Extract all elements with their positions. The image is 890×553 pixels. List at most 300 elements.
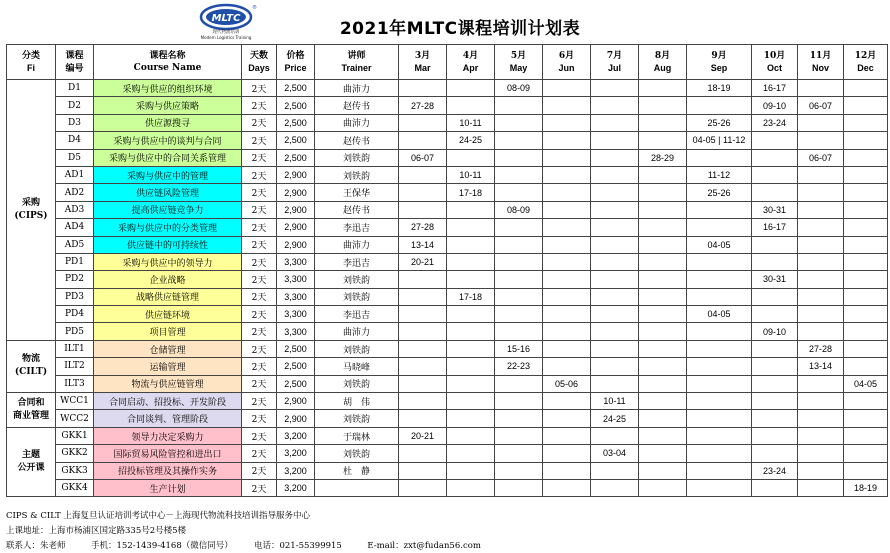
course-trainer: 杜 静 [315,462,399,479]
schedule-date-cell [543,271,591,288]
schedule-date-cell: 16-17 [752,80,798,97]
table-row [7,375,888,392]
course-code: D2 [56,97,94,114]
schedule-date-cell [798,375,844,392]
course-trainer: 于瑞林 [315,427,399,444]
column-header-cn: 3月 [414,51,431,61]
course-trainer: 赵传书 [315,201,399,218]
column-header [752,45,798,80]
schedule-date-cell: 10-11 [591,393,639,410]
column-header-en: Mar [414,63,431,73]
schedule-date-cell [495,427,543,444]
course-days: 2天 [242,479,277,496]
course-days: 2天 [242,80,277,97]
course-code: GKK2 [56,445,94,462]
schedule-date-cell [447,375,495,392]
schedule-date-cell: 23-24 [752,462,798,479]
schedule-date-cell [591,80,639,97]
schedule-date-cell [844,201,888,218]
schedule-date-cell [844,271,888,288]
schedule-date-cell [543,393,591,410]
schedule-date-cell [543,462,591,479]
schedule-date-cell: 30-31 [752,271,798,288]
course-name: 战略供应链管理 [94,288,242,305]
schedule-date-cell [543,288,591,305]
course-price: 3,200 [277,445,315,462]
schedule-date-cell [844,427,888,444]
schedule-date-cell [844,288,888,305]
course-code: PD2 [56,271,94,288]
schedule-date-cell [399,479,447,496]
schedule-date-cell [399,271,447,288]
course-trainer: 曲沛力 [315,114,399,131]
schedule-date-cell [447,479,495,496]
course-code: PD4 [56,306,94,323]
page-title: 2021年MLTC课程培训计划表 [339,19,581,39]
schedule-date-cell [844,149,888,166]
course-code: D4 [56,132,94,149]
schedule-date-cell [447,97,495,114]
schedule-date-cell [798,393,844,410]
course-trainer: 刘铁韵 [315,340,399,357]
schedule-date-cell [798,166,844,183]
schedule-date-cell [752,479,798,496]
svg-text:现代物流培训: 现代物流培训 [212,30,240,35]
schedule-date-cell [687,410,752,427]
schedule-date-cell [447,253,495,270]
course-price: 3,300 [277,288,315,305]
schedule-date-cell [447,410,495,427]
category-cell: 主题 公开课 [7,427,56,497]
column-header-en: May [509,63,528,73]
schedule-date-cell [752,445,798,462]
schedule-date-cell [639,427,687,444]
schedule-date-cell [798,410,844,427]
column-header-en: Course Name [133,63,202,73]
schedule-date-cell [844,80,888,97]
schedule-date-cell: 20-21 [399,427,447,444]
schedule-date-cell: 06-07 [798,97,844,114]
course-days: 2天 [242,97,277,114]
table-row [7,462,888,479]
column-header-en: Jun [558,63,575,73]
schedule-date-cell [798,427,844,444]
course-code: PD5 [56,323,94,340]
course-price: 2,500 [277,114,315,131]
schedule-date-cell [639,184,687,201]
column-header-en: Jul [607,63,621,73]
course-code: GKK3 [56,462,94,479]
schedule-date-cell: 23-24 [752,114,798,131]
schedule-date-cell: 08-09 [495,201,543,218]
schedule-date-cell: 30-31 [752,201,798,218]
table-row [7,236,888,253]
column-header-cn: 课程名称 [149,51,186,61]
course-code: AD5 [56,236,94,253]
column-header-cn: 课程 [65,51,84,61]
schedule-date-cell [399,323,447,340]
column-header [687,45,752,80]
schedule-date-cell [495,323,543,340]
column-header [315,45,399,80]
course-name: 采购与供应中的分类管理 [94,219,242,236]
schedule-date-cell [543,253,591,270]
schedule-date-cell [798,323,844,340]
schedule-date-cell: 24-25 [591,410,639,427]
course-price: 2,500 [277,340,315,357]
column-header-cn: 4月 [462,51,479,61]
course-trainer: 刘铁韵 [315,410,399,427]
schedule-date-cell [447,306,495,323]
schedule-date-cell [752,358,798,375]
course-price: 3,300 [277,253,315,270]
schedule-date-cell [844,358,888,375]
course-name: 招投标管理及其操作实务 [94,462,242,479]
schedule-date-cell [639,236,687,253]
course-trainer: 马晓峰 [315,358,399,375]
column-header [277,45,315,80]
schedule-date-cell [752,306,798,323]
course-price: 3,200 [277,427,315,444]
schedule-date-cell [495,253,543,270]
table-row [7,114,888,131]
course-price: 2,900 [277,184,315,201]
schedule-date-cell [591,427,639,444]
schedule-date-cell [543,358,591,375]
schedule-date-cell [591,358,639,375]
schedule-date-cell [798,236,844,253]
course-name: 物流与供应链管理 [94,375,242,392]
course-trainer [315,479,399,496]
course-trainer: 刘铁韵 [315,166,399,183]
course-days: 2天 [242,340,277,357]
schedule-date-cell [495,462,543,479]
schedule-date-cell: 10-11 [447,166,495,183]
schedule-date-cell [844,340,888,357]
schedule-date-cell: 17-18 [447,288,495,305]
course-code: ILT3 [56,375,94,392]
schedule-date-cell [591,184,639,201]
table-row [7,271,888,288]
table-row [7,479,888,496]
schedule-date-cell [752,427,798,444]
schedule-date-cell [844,166,888,183]
schedule-date-cell: 04-05 [687,306,752,323]
schedule-date-cell [399,306,447,323]
schedule-date-cell [399,462,447,479]
course-trainer: 李迅吉 [315,253,399,270]
schedule-date-cell [639,479,687,496]
schedule-date-cell [543,306,591,323]
schedule-date-cell [447,201,495,218]
course-trainer: 李迅吉 [315,306,399,323]
mltc-logo [196,2,266,40]
course-trainer: 胡 伟 [315,393,399,410]
course-code: D5 [56,149,94,166]
schedule-date-cell [844,184,888,201]
schedule-date-cell [399,358,447,375]
course-code: ILT2 [56,358,94,375]
schedule-date-cell [591,166,639,183]
schedule-date-cell [639,132,687,149]
course-code: GKK4 [56,479,94,496]
schedule-date-cell [591,149,639,166]
schedule-date-cell [543,114,591,131]
schedule-date-cell: 10-11 [447,114,495,131]
schedule-date-cell [447,80,495,97]
course-days: 2天 [242,166,277,183]
schedule-date-cell [495,393,543,410]
schedule-date-cell [591,306,639,323]
svg-text:Modern Logistics Training: Modern Logistics Training [200,35,252,40]
course-days: 2天 [242,253,277,270]
course-price: 2,900 [277,219,315,236]
schedule-date-cell [447,358,495,375]
schedule-date-cell [447,323,495,340]
table-row [7,253,888,270]
schedule-date-cell [639,219,687,236]
course-code: AD3 [56,201,94,218]
schedule-date-cell [687,149,752,166]
table-row [7,358,888,375]
schedule-date-cell [639,358,687,375]
table-row [7,184,888,201]
schedule-date-cell [639,393,687,410]
course-schedule-table [6,44,888,497]
schedule-date-cell [399,132,447,149]
column-header-en: Trainer [341,63,372,73]
schedule-date-cell [639,271,687,288]
course-trainer: 曲沛力 [315,236,399,253]
schedule-date-cell [495,479,543,496]
svg-text:MLTC: MLTC [211,13,241,24]
schedule-date-cell [591,323,639,340]
schedule-date-cell [639,166,687,183]
schedule-date-cell [798,462,844,479]
course-trainer: 刘铁韵 [315,149,399,166]
schedule-date-cell [399,410,447,427]
column-header-cn: 价格 [286,51,305,61]
schedule-date-cell [687,201,752,218]
course-price: 2,500 [277,149,315,166]
schedule-date-cell: 24-25 [447,132,495,149]
category-cell: 合同和 商业管理 [7,393,56,428]
schedule-date-cell [798,184,844,201]
course-trainer: 刘铁韵 [315,375,399,392]
schedule-date-cell [687,253,752,270]
category-cell: 物流 (CILT) [7,340,56,392]
schedule-date-cell [844,253,888,270]
course-price: 2,500 [277,132,315,149]
schedule-date-cell: 15-16 [495,340,543,357]
category-cell: 采购 (CIPS) [7,80,56,341]
schedule-date-cell: 04-05 [687,236,752,253]
schedule-date-cell [687,445,752,462]
schedule-date-cell [591,97,639,114]
table-row [7,201,888,218]
column-header [844,45,888,80]
column-header [639,45,687,80]
schedule-date-cell [752,410,798,427]
schedule-date-cell [687,462,752,479]
schedule-date-cell [798,114,844,131]
column-header [591,45,639,80]
svg-text:®: ® [252,5,257,11]
schedule-date-cell [752,184,798,201]
schedule-date-cell [447,271,495,288]
course-price: 2,500 [277,375,315,392]
course-name: 国际贸易风险管控和进出口 [94,445,242,462]
course-days: 2天 [242,184,277,201]
schedule-date-cell: 06-07 [798,149,844,166]
table-row [7,427,888,444]
course-days: 2天 [242,149,277,166]
schedule-date-cell [687,375,752,392]
table-row [7,410,888,427]
schedule-date-cell: 04-05 [844,375,888,392]
course-price: 2,500 [277,80,315,97]
schedule-date-cell [844,306,888,323]
schedule-date-cell: 08-09 [495,80,543,97]
schedule-date-cell [447,393,495,410]
schedule-date-cell [798,271,844,288]
schedule-date-cell [844,132,888,149]
course-trainer: 王保华 [315,184,399,201]
table-body [7,80,888,497]
schedule-date-cell [798,288,844,305]
schedule-date-cell: 13-14 [399,236,447,253]
column-header-en: Fi [27,63,35,73]
schedule-date-cell [844,219,888,236]
schedule-date-cell [591,236,639,253]
schedule-date-cell [543,149,591,166]
schedule-date-cell [844,114,888,131]
column-header-cn: 12月 [854,51,877,61]
schedule-date-cell: 25-26 [687,114,752,131]
schedule-date-cell [447,219,495,236]
table-row [7,97,888,114]
schedule-date-cell: 11-12 [687,166,752,183]
course-days: 2天 [242,114,277,131]
schedule-date-cell [543,340,591,357]
schedule-date-cell [591,132,639,149]
schedule-date-cell: 09-10 [752,97,798,114]
schedule-date-cell: 27-28 [399,219,447,236]
course-days: 2天 [242,288,277,305]
column-header [447,45,495,80]
column-header-cn: 讲师 [347,51,366,61]
schedule-date-cell [495,375,543,392]
column-header-cn: 10月 [763,51,786,61]
schedule-date-cell [639,288,687,305]
schedule-date-cell [798,80,844,97]
table-row [7,149,888,166]
schedule-date-cell: 27-28 [798,340,844,357]
course-name: 合同谈判、管理阶段 [94,410,242,427]
schedule-date-cell [447,149,495,166]
schedule-date-cell [798,253,844,270]
schedule-date-cell: 18-19 [844,479,888,496]
schedule-date-cell [447,236,495,253]
course-price: 2,900 [277,393,315,410]
schedule-date-cell [495,236,543,253]
table-row [7,393,888,410]
course-days: 2天 [242,323,277,340]
schedule-date-cell [495,306,543,323]
course-price: 2,900 [277,236,315,253]
column-header-en: Nov [811,63,829,73]
schedule-date-cell [639,445,687,462]
course-days: 2天 [242,445,277,462]
schedule-date-cell: 09-10 [752,323,798,340]
column-header-en: Sep [710,63,728,73]
course-name: 领导力决定采购力 [94,427,242,444]
course-trainer: 刘铁韵 [315,271,399,288]
schedule-date-cell [752,236,798,253]
schedule-date-cell [543,410,591,427]
schedule-date-cell [639,410,687,427]
schedule-date-cell [798,306,844,323]
course-name: 生产计划 [94,479,242,496]
schedule-date-cell [399,114,447,131]
schedule-date-cell [591,375,639,392]
schedule-date-cell [639,80,687,97]
footer-center: CIPS & CILT 上海复旦认证培训考试中心－上海现代物流科技培训指导服务中心 [6,511,311,521]
schedule-date-cell [798,132,844,149]
schedule-date-cell [495,445,543,462]
schedule-date-cell [447,445,495,462]
column-header-en: Aug [653,63,672,73]
course-code: D1 [56,80,94,97]
course-code: AD1 [56,166,94,183]
course-days: 2天 [242,236,277,253]
course-price: 3,200 [277,479,315,496]
schedule-date-cell: 04-05 | 11-12 [687,132,752,149]
schedule-date-cell [752,132,798,149]
column-header-cn: 11月 [809,51,832,61]
schedule-date-cell [495,219,543,236]
column-header-cn: 7月 [606,51,623,61]
schedule-date-cell: 20-21 [399,253,447,270]
schedule-date-cell [752,166,798,183]
course-code: AD2 [56,184,94,201]
course-code: PD1 [56,253,94,270]
schedule-date-cell [752,340,798,357]
course-trainer: 赵传书 [315,97,399,114]
course-days: 2天 [242,375,277,392]
schedule-date-cell [844,410,888,427]
column-header [7,45,56,80]
column-header [94,45,242,80]
course-name: 供应源搜寻 [94,114,242,131]
course-trainer: 李迅吉 [315,219,399,236]
course-name: 企业战略 [94,271,242,288]
schedule-date-cell [639,375,687,392]
schedule-date-cell [639,114,687,131]
schedule-date-cell [399,340,447,357]
table-row [7,219,888,236]
schedule-date-cell [687,340,752,357]
schedule-date-cell [687,219,752,236]
course-trainer: 刘铁韵 [315,445,399,462]
schedule-date-cell: 28-29 [639,149,687,166]
schedule-date-cell [687,288,752,305]
schedule-date-cell [543,236,591,253]
schedule-date-cell [591,288,639,305]
schedule-date-cell [543,445,591,462]
schedule-date-cell [639,97,687,114]
course-code: GKK1 [56,427,94,444]
